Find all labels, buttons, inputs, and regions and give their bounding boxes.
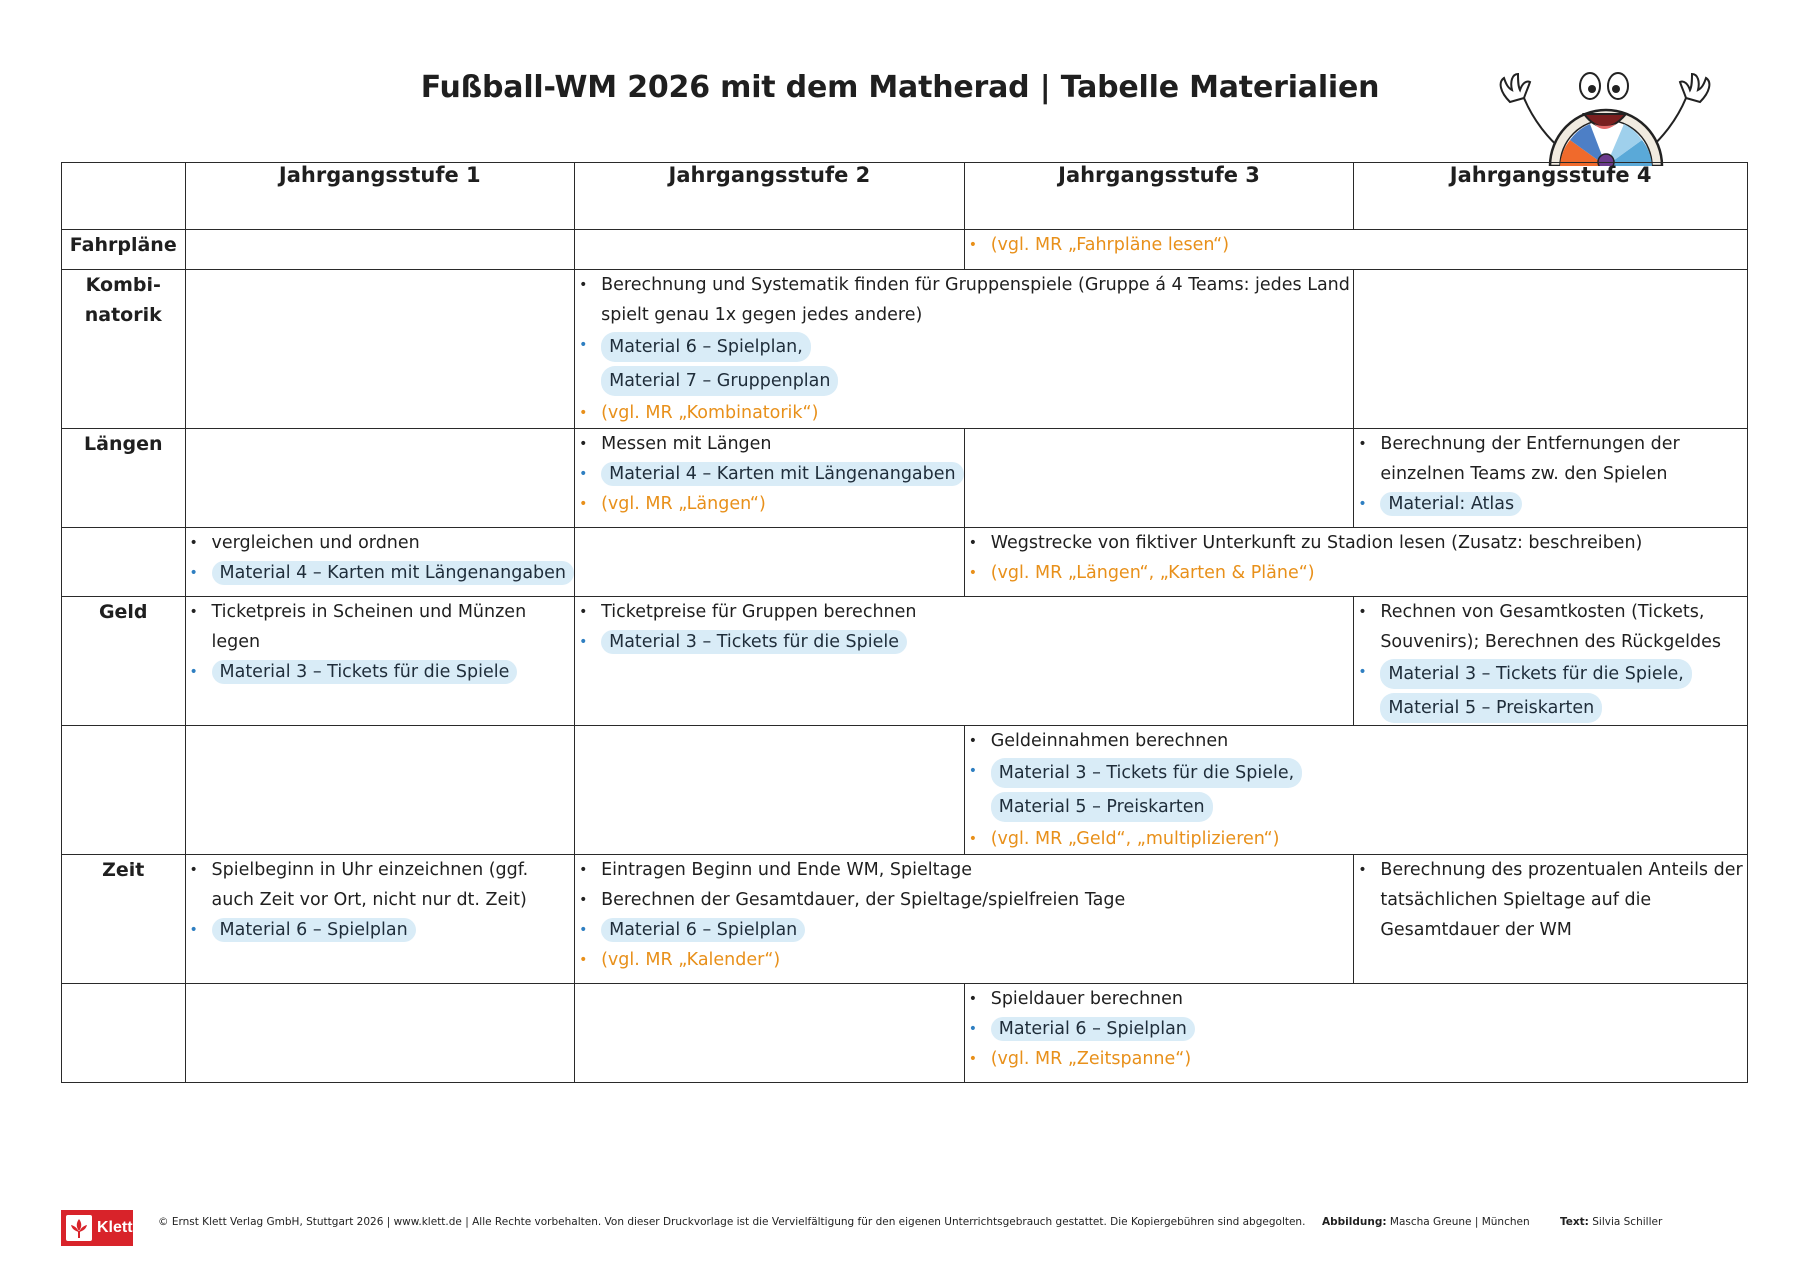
- list-item: • Geldeinnahmen berechnen: [965, 726, 1747, 756]
- material-pill: Material 3 – Tickets für die Spiele: [212, 660, 518, 684]
- list-item: [575, 270, 1353, 330]
- footer-text-label: Text:: [1560, 1216, 1589, 1228]
- material-pill: Material 3 – Tickets für die Spiele: [601, 630, 907, 654]
- cell-geld-j23: [575, 597, 1354, 726]
- material-pill: Material 4 – Karten mit Längenangaben: [212, 561, 575, 585]
- list-item: • vergleichen und ordnen: [186, 528, 575, 558]
- material-pill: Material 7 – Gruppenplan: [601, 366, 838, 396]
- list-item: • Berechnung des prozentualen Anteils der tatsächlichen Spieltage auf die Gesamtdauer der WM: [1354, 855, 1747, 945]
- klett-logo: [61, 1210, 133, 1246]
- header-jahrgangsstufe-3: Jahrgangsstufe 3: [964, 163, 1354, 230]
- cell-empty: [62, 726, 186, 855]
- cell-empty: [964, 429, 1354, 528]
- material-item: [186, 915, 575, 945]
- material-pill: Material 6 – Spielplan: [212, 918, 416, 942]
- material-pill: Material 3 – Tickets für die Spiele,: [991, 758, 1302, 788]
- row-laengen-2: [62, 528, 1748, 597]
- list-item: • Rechnen von Gesamtkosten (Tickets, Souvenirs); Berechnen des Rückgeldes: [1354, 597, 1747, 657]
- list-item: • Ticketpreis in Scheinen und Münzen legen: [186, 597, 575, 657]
- cell-geld2-j34: [964, 726, 1747, 855]
- cell-empty: [1354, 270, 1748, 429]
- list-item: • Ticketpreise für Gruppen berechnen: [575, 597, 1353, 627]
- row-kombinatorik: [62, 270, 1748, 429]
- reference-item: • (vgl. MR „Kombinatorik“): [575, 398, 1353, 428]
- material-item: [575, 915, 1353, 945]
- material-item: [186, 558, 575, 588]
- material-item: [1354, 657, 1747, 725]
- footer-text-credit: [1560, 1216, 1662, 1228]
- row-geld-2: [62, 726, 1748, 855]
- cell-laengen2-j34: [964, 528, 1747, 597]
- reference-item: • (vgl. MR „Längen“, „Karten & Pläne“): [965, 558, 1747, 588]
- row-label-line: Kombi-: [85, 274, 161, 296]
- cell-empty: [185, 230, 575, 270]
- cell-zeit2-j34: [964, 984, 1747, 1083]
- material-pill: Material: Atlas: [1380, 492, 1522, 516]
- material-item: [965, 1014, 1747, 1044]
- footer-illustration-value: Mascha Greune | München: [1389, 1216, 1530, 1228]
- material-pill: Material 3 – Tickets für die Spiele,: [1380, 659, 1691, 689]
- reference-item: • (vgl. MR „Zeitspanne“): [965, 1044, 1747, 1074]
- row-zeit: [62, 855, 1748, 984]
- row-label-geld: Geld: [62, 597, 186, 726]
- footer-text-value: Silvia Schiller: [1592, 1216, 1663, 1228]
- list-item: • Spieldauer berechnen: [965, 984, 1747, 1014]
- material-pill: Material 5 – Preiskarten: [991, 792, 1213, 822]
- item-text: Berechnung und Systematik finden für Gruppenspiele (Gruppe á 4 Teams: jedes Land spielt genau 1x gegen jedes andere): [601, 275, 1350, 325]
- material-pill: Material 6 – Spielplan,: [601, 332, 811, 362]
- matherad-mascot-icon: [1490, 62, 1720, 166]
- cell-kombinatorik-j23: [575, 270, 1354, 429]
- klett-leaf-icon: [66, 1215, 92, 1241]
- cell-empty: [575, 528, 965, 597]
- header-row: [62, 163, 1748, 230]
- list-item: • Eintragen Beginn und Ende WM, Spieltage: [575, 855, 1353, 885]
- page-title: Fußball-WM 2026 mit dem Matherad | Tabelle Materialien: [420, 70, 1380, 105]
- cell-geld-j4: [1354, 597, 1748, 726]
- corner-cell: [62, 163, 186, 230]
- material-item: [1354, 489, 1747, 519]
- row-geld: [62, 597, 1748, 726]
- row-label-zeit: Zeit: [62, 855, 186, 984]
- footer-copyright: © Ernst Klett Verlag GmbH, Stuttgart 2026 | www.klett.de | Alle Rechte vorbehalten. Von dieser Druckvorlage ist die Vervielfältigung für den eigenen Unterrichtsgebrauch gestattet. Die Kopiergebühren sind abgegolten.: [158, 1216, 1306, 1228]
- cell-empty: [62, 984, 186, 1083]
- cell-laengen2-j1: [185, 528, 575, 597]
- cell-geld-j1: [185, 597, 575, 726]
- cell-zeit-j23: [575, 855, 1354, 984]
- material-item: [186, 657, 575, 687]
- cell-empty: [185, 429, 575, 528]
- header-jahrgangsstufe-1: Jahrgangsstufe 1: [185, 163, 575, 230]
- reference-item: • (vgl. MR „Geld“, „multiplizieren“): [965, 824, 1747, 854]
- reference-item: • (vgl. MR „Fahrpläne lesen“): [965, 230, 1747, 260]
- material-item: [575, 627, 1353, 657]
- material-pill: Material 6 – Spielplan: [991, 1017, 1195, 1041]
- logo-text: Klett: [97, 1219, 133, 1236]
- row-laengen: [62, 429, 1748, 528]
- list-item: • Wegstrecke von fiktiver Unterkunft zu Stadion lesen (Zusatz: beschreiben): [965, 528, 1747, 558]
- reference-item: • (vgl. MR „Kalender“): [575, 945, 1353, 975]
- footer-illustration: [1322, 1216, 1530, 1228]
- cell-zeit-j1: [185, 855, 575, 984]
- cell-fahrplaene-j34: [964, 230, 1747, 270]
- material-item: [575, 330, 1353, 398]
- material-pill: Material 6 – Spielplan: [601, 918, 805, 942]
- cell-laengen-j2: [575, 429, 965, 528]
- material-item: [575, 459, 964, 489]
- cell-empty: [575, 230, 965, 270]
- cell-empty: [185, 270, 575, 429]
- reference-item: • (vgl. MR „Längen“): [575, 489, 964, 519]
- header-jahrgangsstufe-4: Jahrgangsstufe 4: [1354, 163, 1748, 230]
- row-label-line: natorik: [84, 304, 162, 326]
- material-pill: Material 4 – Karten mit Längenangaben: [601, 462, 964, 486]
- row-label-laengen: Längen: [62, 429, 186, 528]
- row-label-kombinatorik: [62, 270, 186, 429]
- cell-empty: [185, 726, 575, 855]
- material-item: [965, 756, 1747, 824]
- footer-illustration-label: Abbildung:: [1322, 1216, 1387, 1228]
- header-jahrgangsstufe-2: Jahrgangsstufe 2: [575, 163, 965, 230]
- list-item: • Messen mit Längen: [575, 429, 964, 459]
- materials-table: [61, 162, 1748, 1083]
- material-pill: Material 5 – Preiskarten: [1380, 693, 1602, 723]
- list-item: • Spielbeginn in Uhr einzeichnen (ggf. auch Zeit vor Ort, nicht nur dt. Zeit): [186, 855, 575, 915]
- cell-zeit-j4: [1354, 855, 1748, 984]
- list-item: • Berechnung der Entfernungen der einzelnen Teams zw. den Spielen: [1354, 429, 1747, 489]
- cell-empty: [575, 726, 965, 855]
- cell-laengen-j4: [1354, 429, 1748, 528]
- row-label-fahrplaene: Fahrpläne: [62, 230, 186, 270]
- list-item: • Berechnen der Gesamtdauer, der Spieltage/spielfreien Tage: [575, 885, 1353, 915]
- cell-empty: [185, 984, 575, 1083]
- row-zeit-2: [62, 984, 1748, 1083]
- row-fahrplaene: [62, 230, 1748, 270]
- cell-empty: [62, 528, 186, 597]
- cell-empty: [575, 984, 965, 1083]
